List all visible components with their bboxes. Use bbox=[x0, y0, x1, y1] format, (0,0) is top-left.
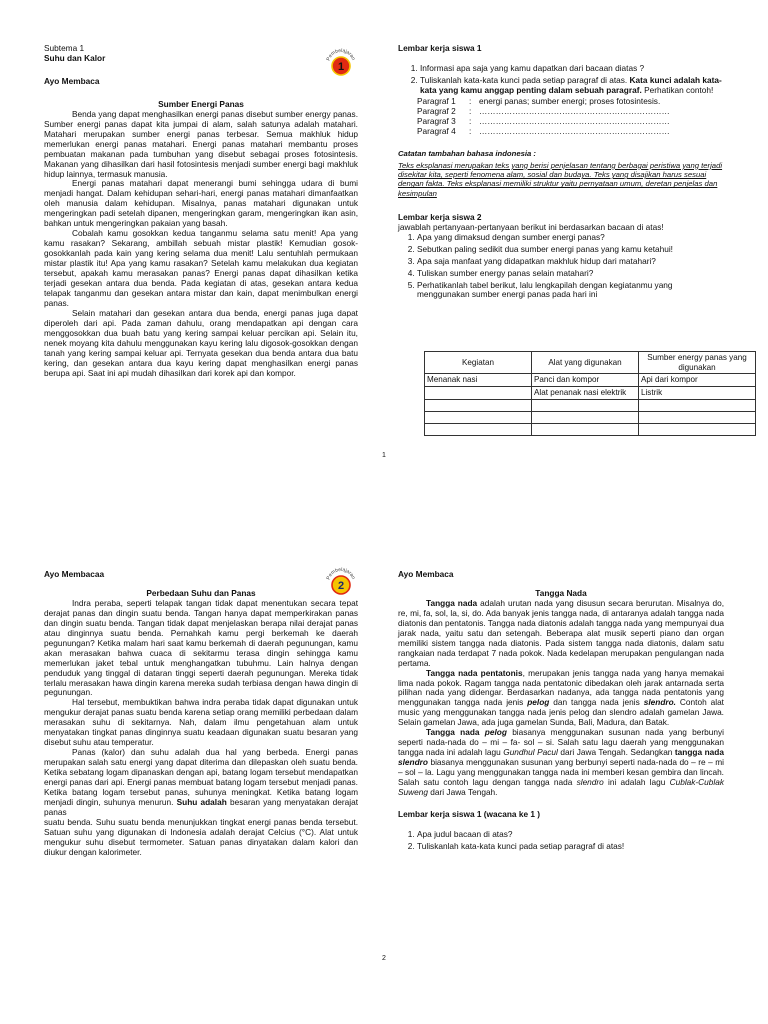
article-paragraph: Cobalah kamu gosokkan kedua tanganmu selama satu menit! Apa yang kamu rasakan? Sekarang, ambillah sebuah mistar plastik! Kemudian gosok-gosokkanlah pada kain yang kering selama dua menit! Lalu sentuhlah permukaan mistar plastik itu! Apa yang kamu rasakan? Setelah kamu melakukan dua kegiatan tersebut, apakah kamu merasakan panas? Energi panas dapat dihasilkan ketika terjadi gesekan antara dua benda. Pada kegiatan di atas, gesekan antara kedua telapak tanganmu dan gesekan antara mistar dan kain, dapat menimbulkan energi panas. bbox=[44, 228, 358, 308]
question-item: 1. Informasi apa saja yang kamu dapatkan dari bacaan diatas ? bbox=[420, 64, 724, 74]
article-paragraph: Selain matahari dan gesekan antara dua benda, energi panas juga dapat diperoleh dari api. Pada zaman dahulu, orang mendapatkan api dengan cara menggosokkan dua buah batu yang kering sampai keluar percikan api. Selain itu, nenek moyang kita dahulu menggunakan kayu kering lalu digosok-gosokkan dengan tanah yang kering sampai keluar api. Ternyata gesekan dua benda antara dua batu kering, dan gesekan antara dua kayu kering dapat menghasilkan energi panas berupa api. Saat ini api mudah dihasilkan dari korek api dan kompor. bbox=[44, 307, 358, 378]
table-cell: Listrik bbox=[639, 387, 756, 400]
table-row bbox=[425, 387, 756, 400]
article-paragraph: suatu benda. Suhu suatu benda menunjukkan tingkat energi panas benda tersebut. Satuan suhu yang digunakan di Indonesia adalah derajat Celcius (°C). Alat untuk mengukur suhu disebut termometer. Satuan panas dinyatakan dalam kalori dan diukur dengan kalorimeter. bbox=[44, 816, 358, 857]
question-item: 2. Sebutkan paling sedikit dua sumber energi panas yang kamu ketahui! bbox=[417, 245, 724, 255]
badge-number: 2 bbox=[337, 580, 345, 592]
bold-italic-term: pelog bbox=[484, 727, 507, 738]
table-cell bbox=[532, 411, 639, 423]
keyword-definition: Kata kunci adalah kata-kata yang kamu anggap penting dalam sebuah paragraf. bbox=[420, 74, 722, 95]
bold-italic-term: slendro bbox=[398, 757, 428, 768]
bold-term: Suhu adalah bbox=[176, 796, 227, 807]
table-cell bbox=[532, 399, 639, 411]
paragraph-text: ini adalah lagu bbox=[603, 777, 670, 788]
paragraph-text: besaran yang menyatakan derajat panas bbox=[44, 796, 359, 817]
table-cell bbox=[425, 411, 532, 423]
worksheet-2-questions bbox=[398, 233, 724, 301]
article-paragraph bbox=[44, 748, 358, 818]
table-cell: Menanak nasi bbox=[425, 374, 532, 387]
table-cell: Alat penanak nasi elektrik bbox=[532, 387, 639, 400]
table-cell bbox=[639, 399, 756, 411]
article-title: Perbedaan Suhu dan Panas bbox=[146, 587, 256, 598]
paragraph-label: Paragraf 1 bbox=[417, 95, 456, 106]
article-paragraph: Indra peraba, seperti telapak tangan tidak dapat menentukan secara tepat derajat panas dan dingin suatu benda. Tangan hanya dapat memperkirakan panas dan dingin suatu benda. Tangan tidak dapat menjelaskan berapa nilai derajat panas atau dinginnya suatu benda. Pernahkah kamu pergi berkemah ke daerah pegunungan? Ketika malam hari saat kamu berkemah di daerah pegunungan, kamu akan merasakan bahwa cuaca di sekitarmu terasa dingin sehingga kamu memerlukan jaket tebal untuk menghangatkan tubuhmu. Lain halnya dengan penduduk yang tinggal di dataran tinggi seperti daerah pegunungan. Mereka tidak terlalu merasakan hawa dingin karena mereka sudah terbiasa dengan hawa dingin di pegunungan. bbox=[44, 597, 358, 698]
paragraph-text: dari Jawa Tengah. bbox=[427, 787, 498, 798]
column-header: Kegiatan bbox=[425, 352, 532, 374]
paragraph-row: Paragraf 2 : …………………………………………………………… bbox=[417, 105, 670, 116]
topic-title: Suhu dan Kalor bbox=[44, 52, 106, 63]
paragraph-keywords: …………………………………………………………… bbox=[479, 115, 670, 126]
page2-left-column bbox=[44, 570, 358, 858]
note-title: Catatan tambahan bahasa indonesia : bbox=[398, 148, 536, 158]
page-number: 2 bbox=[382, 955, 386, 962]
paragraph-keywords: …………………………………………………………… bbox=[479, 105, 670, 116]
paragraph-keywords: energi panas; sumber energi; proses fotosintesis. bbox=[479, 95, 661, 106]
worksheet-2-title: Lembar kerja siswa 2 bbox=[398, 211, 482, 222]
question-item bbox=[420, 76, 724, 96]
column-header: Sumber energy panas yang digunakan bbox=[639, 352, 756, 374]
lesson-badge-2 bbox=[323, 563, 359, 599]
paragraph-keyword-list bbox=[398, 97, 724, 137]
paragraph-text: dari Jawa Tengah. Sedangkan bbox=[557, 747, 675, 758]
article-paragraph bbox=[398, 728, 724, 798]
paragraph-text: biasanya menggunakan susunan nada yang berbunyi seperti nada-nada do – mi – fa- sol – si. Salah satu lagu daerah yang menggunakan tangga nada ini adalah lagu bbox=[398, 727, 724, 758]
paragraph-label: Paragraf 3 bbox=[417, 115, 456, 126]
bold-term: Tangga nada bbox=[426, 597, 478, 608]
bold-italic-term: pelog bbox=[527, 697, 550, 708]
page2-right-column bbox=[398, 570, 724, 854]
activity-table bbox=[424, 351, 756, 436]
bold-term: tangga nada bbox=[674, 747, 724, 758]
paragraph-text: Panas (kalor) dan suhu adalah dua hal yang berbeda. Energi panas merupakan salah satu energi yang dapat diterima dan dilepaskan oleh suatu benda. Ketika sebatang logam dipanaskan dengan api, batang logam tersebut mendapatkan energi panas dari api. Energi panas membuat batang logam tersebut menjadi panas. Ketika batang logam tersebut panas, suhunya meningkat. Ketika batang logam menjadi dingin, suhunya menurun. bbox=[44, 747, 358, 807]
worksheet-1-questions bbox=[398, 64, 724, 96]
song-title: Cublak-Cublak Suweng bbox=[398, 777, 725, 798]
bold-italic-term: slendro. bbox=[643, 697, 676, 708]
question-text: Tuliskanlah kata-kata kunci pada setiap paragraf di atas. bbox=[420, 74, 630, 85]
question-hint: Perhatikan contoh! bbox=[641, 84, 714, 95]
question-item: 4. Tuliskan sumber energy panas selain matahari? bbox=[417, 269, 724, 279]
question-item: 1. Apa judul bacaan di atas? bbox=[417, 830, 724, 840]
italic-term: slendro bbox=[576, 777, 604, 788]
worksheet-questions bbox=[398, 830, 724, 852]
paragraph-text: dan tangga nada jenis bbox=[549, 697, 644, 708]
ayo-membaca-heading: Ayo Membaca bbox=[44, 75, 100, 86]
article-title: Sumber Energi Panas bbox=[158, 98, 244, 109]
paragraph-keywords: …………………………………………………………… bbox=[479, 125, 670, 136]
table-cell bbox=[425, 423, 532, 435]
paragraph-row: Paragraf 1 : energi panas; sumber energi; proses fotosintesis. bbox=[417, 95, 661, 106]
article-paragraph: Benda yang dapat menghasilkan energi panas disebut sumber energy panas. Sumber energi panas dapat kita jumpai di alam, salah satunya adalah matahari. Matahari merupakan sumber energi panas terbesar. Semua makhluk hidup memerlukan energi panas matahari. Energi panas matahari membantu proses pembuatan makanan pada tumbuhan yang disebut sebagai proses fotosintesis. Makanan yang dihasilkan dari hasil fotosintesis menjadi sumber energi bagi makhluk hidup lainnya, termasuk manusia. bbox=[44, 108, 358, 179]
paragraph-text: adalah urutan nada yang disusun secara berurutan. Misalnya do, re, mi, fa, sol, la, si, do. Ada banyak jenis tangga nada, di antaranya adalah tangga nada diatonis dan pentatonis. Tangga nada diatonis adalah tangga nada yang mempunyai dua jarak nada, yaitu satu dan setengah. Beberapa alat musik seperti piano dan organ memiliki sistem tangga nada diatonis. Pada sistem tangga nada diatonis, dalam satu rangkaian nada terdapat 7 nada pokok. Nada kedelapan merupakan pengulangan nada pertama. bbox=[398, 597, 724, 668]
paragraph-row: Paragraf 4 : …………………………………………………………… bbox=[417, 125, 670, 136]
article-paragraph: Energi panas matahari dapat menerangi bumi sehingga udara di bumi menjadi hangat. Dalam kehidupan sehari-hari, energi panas matahari dimanfaatkan oleh manusia dalam kehidupan. Misalnya, panas matahari digunakan untuk mengeringkan padi setelah dipanen, mengeringkan garam, mengeringkan ikan asin, bahkan untuk mengeringkan pakaian yang basah. bbox=[44, 178, 358, 229]
paragraph-row: Paragraf 3 : …………………………………………………………… bbox=[417, 115, 670, 126]
badge-arc-text: Pembelajaran bbox=[325, 566, 357, 581]
paragraph-label: Paragraf 4 bbox=[417, 125, 456, 136]
article-paragraph: Hal tersebut, membuktikan bahwa indra peraba tidak dapat digunakan untuk mengukur derajat panas suatu benda karena setiap orang memiliki perbedaan dalam merasakan suhu di sekitarnya. Nah, dalam ilmu pengetahuan alam untuk menyatakan tingkat panas dinginnya suatu keadaan digunakan suatu besaran yang disebut suhu atau temperatur. bbox=[44, 697, 358, 748]
ayo-membaca-heading: Ayo Membaca bbox=[398, 569, 454, 579]
ayo-membaca-heading: Ayo Membacaa bbox=[44, 569, 105, 579]
paragraph-text: Contoh alat music yang menggunakan tangga nada jenis pelog dan slendro adalah gamelan Jawa. Selain gamelan Jawa, ada juga gamelan Sunda, Bali, Madura, dan Batak. bbox=[398, 697, 724, 728]
question-item: 1. Apa yang dimaksud dengan sumber energi panas? bbox=[417, 233, 724, 243]
badge-number: 1 bbox=[337, 61, 345, 73]
table-row bbox=[425, 411, 756, 423]
table-header-row bbox=[425, 352, 756, 374]
table-cell bbox=[639, 423, 756, 435]
question-item: 5. Perhatikanlah tabel berikut, lalu lengkapilah dengan kegiatanmu yang menggunakan sumber energi panas pada hari ini bbox=[417, 281, 724, 301]
table-cell bbox=[532, 423, 639, 435]
table-row bbox=[425, 423, 756, 435]
page1-left-column bbox=[44, 44, 358, 379]
paragraph-text: , merupakan jenis tangga nada yang hanya memakai lima nada pokok. Ragam tangga nada pentatonic dibedakan oleh jarak antarnada serta pilihan nada yang didengar. Berdasarkan nadanya, ada tangga nada pentatonis yang menggunakan tangga nada jenis bbox=[398, 667, 724, 708]
article-paragraph bbox=[398, 599, 724, 669]
table-cell: Panci dan kompor bbox=[532, 374, 639, 387]
table-cell bbox=[425, 387, 532, 400]
page1-right-column bbox=[398, 44, 724, 302]
subtema-label: Subtema 1 bbox=[44, 43, 85, 53]
worksheet-title: Lembar kerja siswa 1 (wacana ke 1 ) bbox=[398, 808, 541, 819]
table-row bbox=[425, 399, 756, 411]
table-cell bbox=[425, 399, 532, 411]
worksheet-1-title: Lembar kerja siswa 1 bbox=[398, 43, 482, 53]
column-header: Alat yang digunakan bbox=[532, 352, 639, 374]
article-title: Tangga Nada bbox=[535, 587, 587, 598]
table-cell: Api dari kompor bbox=[639, 374, 756, 387]
lesson-badge-1 bbox=[323, 44, 359, 80]
table-cell bbox=[639, 411, 756, 423]
paragraph-text: biasanya menggunakan susunan yang berbunyi seperti nada-nada do – re – mi – sol – la. Lagu yang menggunakan tangga nada ini memberi kesan gembira dan lincah. Salah satu contoh lagu dengan tangga nada bbox=[398, 757, 724, 788]
note-body: Teks eksplanasi merupakan teks yang berisi penjelasan tentang berbagai peristiwa yang terjadi disekitar kita, seperti fenomena alam, sosial dan budaya. Teks yang disajikan harus sesuai dengan fakta. Teks eksplanasi memiliki struktur yaitu pernyataan umum, deretan penjelas dan kesimpulan bbox=[398, 160, 723, 198]
badge-arc-text: Pembelajaran bbox=[325, 47, 357, 62]
page-number: 1 bbox=[382, 452, 386, 459]
table-row bbox=[425, 374, 756, 387]
paragraph-label: Paragraf 2 bbox=[417, 105, 456, 116]
bold-term: Tangga nada pentatonis bbox=[426, 667, 523, 678]
bold-term: Tangga nada bbox=[426, 727, 485, 738]
question-item: 3. Apa saja manfaat yang didapatkan makhluk hidup dari matahari? bbox=[417, 257, 724, 267]
worksheet-2-intro: jawablah pertanyaan-pertanyaan berikut ini berdasarkan bacaan di atas! bbox=[398, 221, 664, 232]
article-paragraph bbox=[398, 669, 724, 729]
song-title: Gundhul Pacul bbox=[503, 747, 558, 758]
question-item: 2. Tuliskanlah kata-kata kunci pada setiap paragraf di atas! bbox=[417, 842, 724, 852]
